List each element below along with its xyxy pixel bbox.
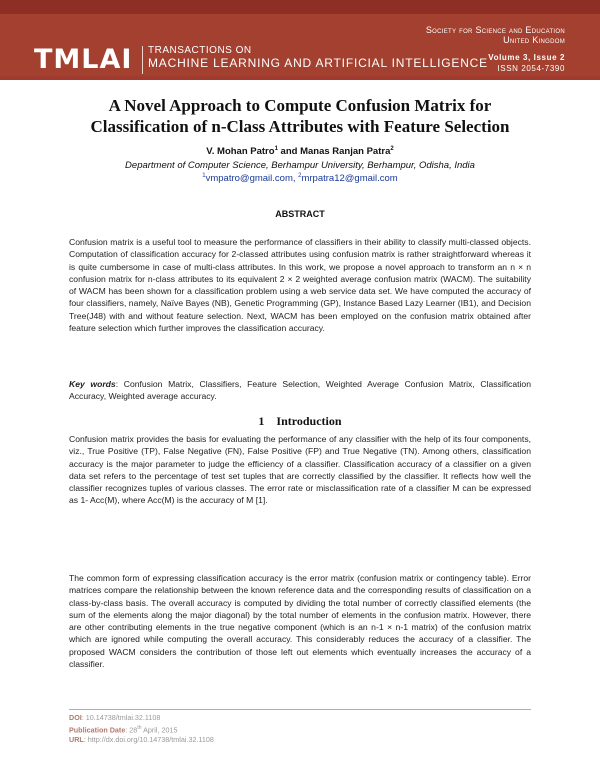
intro-paragraph-2: The common form of expressing classification accuracy is the error matrix (confusion matrix or contingency table). Error matrices compare the relationship between the known reference data and the corresponding results of classification on a class-by-class basis. The overall accuracy is computed by dividing the total number of correctly classified elements (the sum of the elements along the major diagonal) by the total number of elements in the confusion matrix. However, there are other contributing elements in the true negative component (which is an n-1 × n-1 matrix) of the confusion matrix which are ignored while computing the overall accuracy. This considerably reduces the accuracy of a classifier. The proposed WACM considers the contribution of those left out elements which eventually increases the accuracy of a classifier. [69, 573, 531, 670]
logo-divider [142, 46, 143, 74]
pub-rest: April, 2015 [141, 725, 178, 735]
journal-banner [0, 0, 600, 80]
abstract-heading: ABSTRACT [275, 209, 325, 219]
pub-day: : 28 [125, 725, 138, 735]
author-emails [40, 173, 560, 184]
email-2-sup: 2 [298, 173, 302, 179]
banner-top-stripe [0, 0, 600, 14]
author-1-sup: 1 [274, 146, 278, 152]
pub-label: Publication Date [69, 725, 126, 735]
society-line1: Society for Science and Education [425, 25, 565, 35]
journal-name [148, 45, 488, 69]
volume-issue: Volume 3, Issue 2 [488, 53, 565, 62]
issn: ISSN 2054-7390 [497, 64, 565, 73]
url-label: URL [69, 735, 84, 745]
section-heading-introduction: 1 Introduction [258, 414, 342, 428]
authors [40, 146, 560, 157]
society-line2: United Kingdom [503, 35, 565, 45]
doi-value: : 10.14738/tmlai.32.1108 [81, 713, 161, 722]
journal-logo: TMLAI [34, 44, 133, 75]
keywords-label: Key words [69, 379, 116, 389]
volume-info [488, 52, 565, 74]
author-and: and [277, 146, 301, 158]
keywords-list: : Confusion Matrix, Classifiers, Feature Selection, Weighted Average Confusion Matrix, Classification Accuracy, Weighted average accuracy. [69, 379, 531, 402]
footer-divider [69, 709, 531, 710]
paper-title-line1: A Novel Approach to Compute Confusion Matrix for [108, 96, 492, 115]
email-1-sup: 1 [202, 173, 206, 179]
doi-label: DOI [69, 713, 82, 722]
author-2-sup: 2 [390, 146, 394, 152]
footer-doi [69, 713, 214, 723]
email-1-link[interactable]: vmpatro@gmail.com, [205, 173, 299, 185]
url-link[interactable]: : http://dx.doi.org/10.14738/tmlai.32.1108 [83, 735, 214, 745]
abstract-text: Confusion matrix is a useful tool to measure the performance of classifiers in their ability to classify multi-classed objects. Computation of classification accuracy for 2-classed attributes using confusion matrix is rather straightforward whereas it is quite cumbersome in case of multi-class attributes. In this work, we propose a novel approach to transform an n × n confusion matrix for n-class attributes to its equivalent 2 × 2 weighted average confusion matrix (WACM). The suitability of WACM has been shown for a classification problem using a web service data set. We have computed the accuracy of four classifiers, namely, Naïve Bayes (NB), Genetic Programming (GP), Instance Based Lazy Learner (IB1), and Decision Tree(J48) with and without feature selection. Next, WACM has been employed on the confusion matrix obtained after feature selection which further improves the classification accuracy. [69, 237, 531, 334]
footer-publication-date [69, 723, 214, 735]
email-2-link[interactable]: mrpatra12@gmail.com [301, 173, 398, 185]
journal-name-line2: MACHINE LEARNING AND ARTIFICIAL INTELLIGENCE [148, 56, 488, 70]
affiliation: Department of Computer Science, Berhampur University, Berhampur, Odisha, India [125, 160, 475, 171]
footer-metadata [69, 713, 214, 745]
paper-title [40, 95, 560, 137]
pub-sup: th [137, 725, 142, 731]
journal-name-line1: TRANSACTIONS ON [148, 45, 252, 56]
society-name [426, 25, 565, 45]
footer-url [69, 735, 214, 745]
author-1: V. Mohan Patro [206, 146, 275, 158]
intro-paragraph-1: Confusion matrix provides the basis for evaluating the performance of any classifier with the help of its four components, viz., True Positive (TP), False Negative (FN), False Positive (FP) and True Negative (TN). Among others, classification accuracy is the major parameter to judge the efficiency of a classifier. Classification accuracy of a classifier on a given data set refers to the percentage of test set tuples that are correctly classified by the classifier. It reflects how well the classifier recognizes tuples of various classes. The error rate or misclassification rate of a classifier M can be expressed as 1- Acc(M), where Acc(M) is the accuracy of M [1]. [69, 434, 531, 506]
keywords [69, 378, 531, 403]
paper-title-line2: Classification of n-Class Attributes with Feature Selection [90, 117, 510, 136]
author-2: Manas Ranjan Patra [300, 146, 391, 158]
